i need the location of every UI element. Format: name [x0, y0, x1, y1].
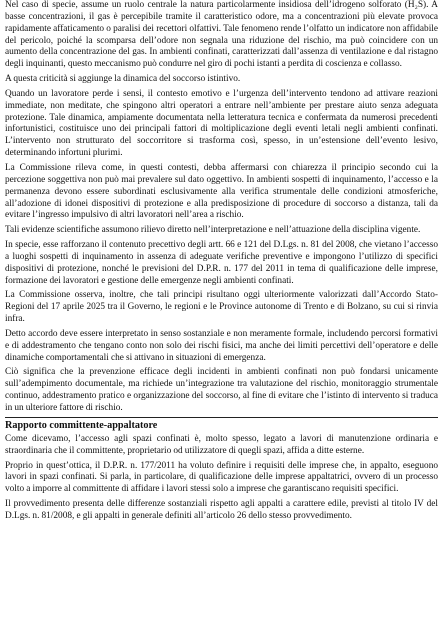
paragraph-scientific-evidence: Tali evidenze scientifiche assumono rilievo diretto nell’interpretazione e nell’attuazione della disciplina vigente. — [5, 225, 421, 236]
paragraph-emergency-dynamics: Quando un lavoratore perde i sensi, il contesto emotivo e l’urgenza dell’intervento tendono ad attivare reazioni immediate, non meditate, che spingono altri operatori a entrare nell’ambiente per prestare aiuto senza adeguata protezione. Tale dinamica, ampiamente documentata nella letteratura tecnica e confermata da numerosi precedenti infortunistici, costituisce uno dei principali fattori di moltiplicazione degli eventi letali negli ambienti confinati. L’intervento non strutturato del soccorritore si trasforma così, spesso, in un’estensione dell’evento lesivo, determinando infortuni plurimi. — [5, 88, 438, 159]
paragraph-legal-provisions: In specie, esse rafforzano il contenuto precettivo degli artt. 66 e 121 del D.Lgs. n. 81 del 2008, che vietano l’accesso a luoghi sospetti di inquinamento in assenza di adeguate verifiche preventive e impongono l’utilizzo di specifici dispositivi di protezione, nonché le previsioni del D.P.R. n. 177 del 2011 in tema di qualificazione delle imprese, formazione dei lavoratori e gestione delle emergenze negli ambienti confinati. — [5, 240, 438, 286]
paragraph-h2s-nature: Nel caso di specie, assume un ruolo centrale la natura particolarmente insidiosa dell’idrogeno solforato (H₂S). A basse concentrazioni, il gas è percepibile tramite il caratteristico odore, ma a concentrazioni più elevate provoca rapidamente affaticamento o paralisi dei recettori olfattivi. Tale fenomeno rende l’olfatto un indicatore non affidabile del pericolo, poiché la scomparsa dell’odore non segnala una riduzione del rischio, ma può coincidere con un aumento della concentrazione del gas. In ambienti confinati, caratterizzati dall’assenza di ventilazione e dal ristagno degli inquinanti, questo meccanismo può condurre nel giro di pochi istanti a perdita di coscienza e collasso. — [5, 0, 438, 70]
paragraph-effective-prevention: Ciò significa che la prevenzione efficace degli incidenti in ambienti confinati non può fondarsi unicamente sull’adempimento documentale, ma richiede un’integrazione tra valutazione del rischio, monitoraggio strumentale continuo, addestramento pratico e organizzazione del soccorso, al fine di evitare che l’istinto di intervento si traduca in un ulteriore fattore di rischio. — [5, 367, 438, 413]
paragraph-state-regions-agreement: La Commissione osserva, inoltre, che tali principi risultano oggi ulteriormente valorizzati dall’Accordo Stato-Regioni del 17 aprile 2025 tra il Governo, le regioni e le Province autonome di Trento e di Bolzano, su cui si rinvia infra. — [5, 290, 438, 325]
paragraph-external-contractors: Come dicevamo, l’accesso agli spazi confinati è, molto spesso, legato a lavori di manutenzione ordinaria e straordinaria che il committente, proprietario od utilizzatore di quegli spazi, affida a ditte esterne. — [5, 433, 438, 456]
document-page — [5, 0, 438, 523]
section-heading: Rapporto committente-appaltatore — [5, 419, 158, 431]
paragraph-agreement-interpretation: Detto accordo deve essere interpretato in senso sostanziale e non meramente formale, includendo percorsi formativi e di addestramento che tengano conto non solo dei rischi fisici, ma anche dei limiti percettivi dell’operatore e delle dinamiche comportamentali che si attivano in situazioni di emergenza. — [5, 328, 438, 363]
paragraph-instinctive-rescue: A questa criticità si aggiunge la dinamica del soccorso istintivo. — [5, 74, 241, 85]
paragraph-dpr-177-requirements: Proprio in quest’ottica, il D.P.R. n. 177/2011 ha voluto definire i requisiti delle imprese che, in appalto, eseguono lavori in spazi confinati. Si parla, in particolare, di qualificazione delle imprese appaltatrici, ovvero di un processo volto a imporre al committente di affidare i lavori stessi solo a imprese che garantiscano requisiti specifici. — [5, 460, 438, 495]
paragraph-commission-principle: La Commissione rileva come, in questi contesti, debba affermarsi con chiarezza il principio secondo cui la percezione soggettiva non può mai prevalere sul dato oggettivo. In ambienti sospetti di inquinamento, l’accesso e la permanenza devono essere subordinati esclusivamente alla verifica strumentale delle condizioni atmosferiche, all’adozione di idonei dispositivi di protezione e alla predisposizione di procedure di soccorso a distanza, tali da evitare l’ingresso impulsivo di altri lavoratori nell’area a rischio. — [5, 162, 438, 221]
section-divider — [5, 417, 438, 418]
paragraph-procurement-differences: Il provvedimento presenta delle differenze sostanziali rispetto agli appalti a carattere edile, previsti al titolo IV del D.Lgs. n. 81/2008, e gli appalti in generale definiti all’articolo 26 dello stesso provvedimento. — [5, 499, 438, 521]
